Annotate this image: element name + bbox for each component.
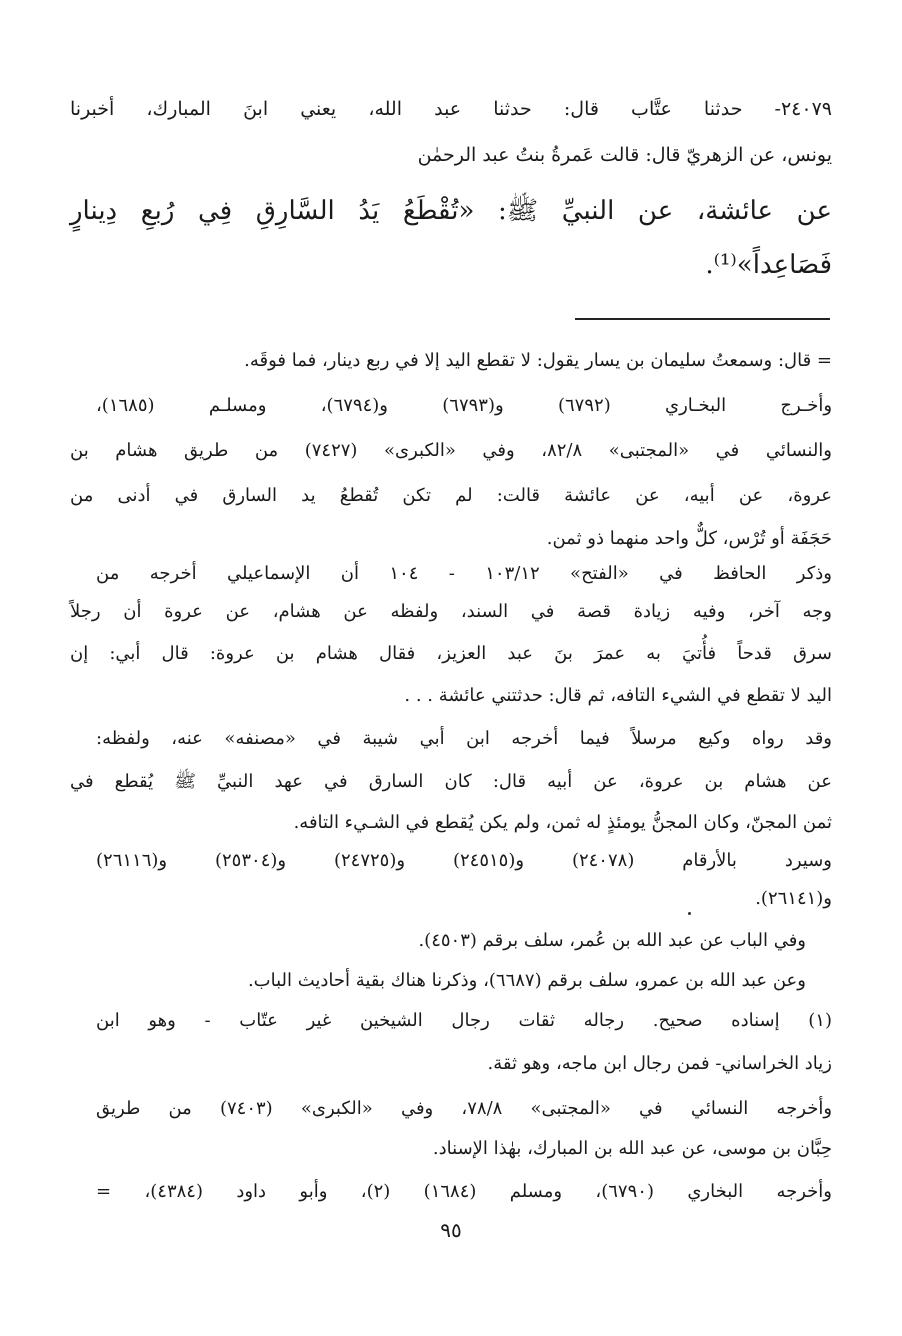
matn-line-2: فَصَاعِداً»⁽¹⁾. — [705, 250, 832, 280]
stray-mark — [688, 912, 691, 915]
matn-line-1: عن عائشة، عن النبيِّ ﷺ: «تُقْطَعُ يَدُ السَّارِقِ فِي رُبعِ دِينارٍ — [70, 196, 832, 226]
footnote-separator — [575, 318, 830, 320]
footnote-line: و(٢٦١٤١). — [755, 888, 832, 909]
footnote-line: اليد لا تقطع في الشيء التافه، ثم قال: حدثتني عائشة . . . — [404, 685, 832, 706]
footnote-line: حَجَفَة أو تُرْس، كلٌّ واحد منهما ذو ثمن. — [546, 528, 832, 549]
footnote-line: وعن عبد الله بن عمرو، سلف برقم (٦٦٨٧)، وذكرنا هناك بقية أحاديث الباب. — [247, 970, 806, 991]
footnote-line: وقد رواه وكيع مرسلاً فيما أخرجه ابن أبي شيبة في «مصنفه» عنه، ولفظه: — [96, 728, 832, 749]
footnote-line: = قال: وسمعتُ سليمان بن يسار يقول: لا تقطع اليد إلا في ربع دينار، فما فوقَه. — [244, 350, 832, 371]
footnote-line: وجه آخر، وفيه زيادة قصة في السند، ولفظه عن هشام، عن عروة أن رجلاً — [70, 601, 832, 622]
footnote-line: حِبَّان بن موسى، عن عبد الله بن المبارك، بهٰذا الإسناد. — [432, 1138, 832, 1159]
footnote-line: والنسائي في «المجتبى» ٨٢/٨، وفي «الكبرى» (٧٤٢٧) من طريق هشام بن — [70, 440, 832, 461]
isnad-line-1: ٢٤٠٧٩- حدثنا عتَّاب قال: حدثنا عبد الله، يعني ابنَ المبارك، أخبرنا — [70, 98, 832, 120]
page-number: ٩٥ — [440, 1218, 462, 1242]
footnote-line: وفي الباب عن عبد الله بن عُمر، سلف برقم (٤٥٠٣). — [418, 930, 806, 951]
footnote-line: وأخـرج البخـاري (٦٧٩٢) و(٦٧٩٣) و(٦٧٩٤)، ومسلـم (١٦٨٥)، — [96, 395, 833, 416]
footnote-line: وذكر الحافظ في «الفتح» ١٠٣/١٢ - ١٠٤ أن الإسماعيلي أخرجه من — [96, 563, 832, 584]
footnote-line: عروة، عن أبيه، عن عائشة قالت: لم تكن تُقطعُ يد السارق في أدنى من — [70, 485, 832, 506]
footnote-line: وأخرجه النسائي في «المجتبى» ٧٨/٨، وفي «الكبرى» (٧٤٠٣) من طريق — [96, 1098, 833, 1119]
footnote-line: (١) إسناده صحيح. رجاله ثقات رجال الشيخين غير عتّاب - وهو ابن — [96, 1010, 832, 1031]
footnote-line: وأخرجه البخاري (٦٧٩٠)، ومسلم (١٦٨٤) (٢)، وأبو داود (٤٣٨٤)، = — [96, 1181, 833, 1202]
footnote-line: وسيرد بالأرقام (٢٤٠٧٨) و(٢٤٥١٥) و(٢٤٧٢٥) و(٢٥٣٠٤) و(٢٦١١٦) — [96, 850, 832, 871]
footnote-line: عن هشام بن عروة، عن أبيه قال: كان السارق في عهد النبيِّ ﷺ يُقطع في — [70, 771, 832, 792]
footnote-line: زياد الخراساني- فمن رجال ابن ماجه، وهو ثقة. — [487, 1053, 832, 1074]
footnote-line: سرق قدحاً فأُتيَ به عمرَ بنَ عبد العزيز، فقال هشام بن عروة: قال أبي: إن — [70, 643, 832, 664]
footnote-line: ثمن المجنّ، وكان المجنُّ يومئذٍ له ثمن، ولم يكن يُقطع في الشـيء التافه. — [293, 812, 832, 833]
isnad-line-2: يونس، عن الزهريّ قال: قالت عَمرةُ بنتُ عبد الرحمٰن — [417, 144, 832, 166]
